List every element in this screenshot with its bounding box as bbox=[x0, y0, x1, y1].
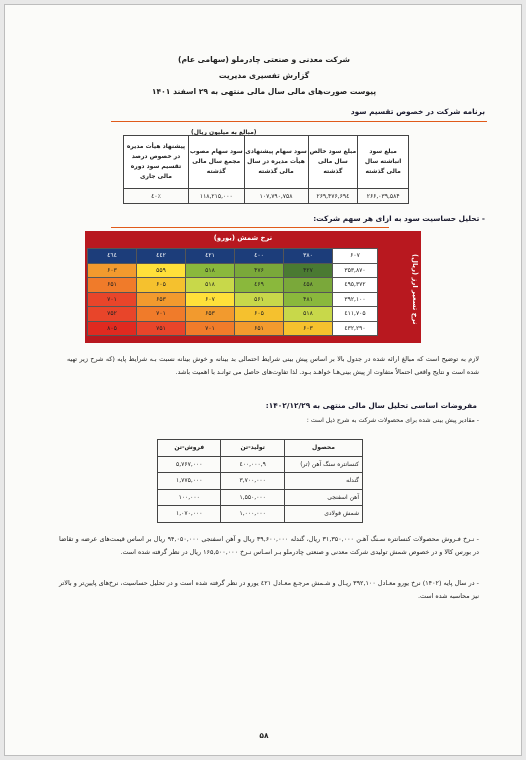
sensitivity-row bbox=[88, 321, 378, 336]
dividend-value-4: ۱۱۸,۲۱۵,۰۰۰ bbox=[188, 189, 244, 204]
sales-value: ۵,۷۶۷,۰۰۰ bbox=[158, 456, 221, 473]
sensitivity-cell: ٤۵۸ bbox=[284, 278, 333, 293]
dividend-header-4: سود سهام مصوب مجمع سال مالی گذشته bbox=[188, 136, 244, 189]
assumptions-subtitle: - مقادیر پیش بینی شده برای محصولات شرکت به شرح ذیل است : bbox=[306, 417, 479, 424]
dividend-header-5: پیشنهاد هیأت مدیره در خصوص درصد تقسیم سود دوره مالی جاری bbox=[124, 136, 189, 189]
product-name: گندله bbox=[284, 473, 362, 490]
sensitivity-cell: ۴۲۷ bbox=[284, 263, 333, 278]
sensitivity-cell: ۶۰۳ bbox=[88, 263, 137, 278]
production-value: ۱,۵۵۰,۰۰۰ bbox=[221, 489, 284, 506]
sens-corner: ۶۰۷ bbox=[333, 249, 378, 264]
table-row bbox=[158, 456, 363, 473]
sensitivity-cell: ۴۸۱ bbox=[284, 292, 333, 307]
sensitivity-cell: ۶۵۱ bbox=[88, 278, 137, 293]
sensitivity-cell: ۶۰۵ bbox=[137, 278, 186, 293]
sensitivity-row bbox=[88, 307, 378, 322]
sensitivity-cell: ۷۰۱ bbox=[137, 307, 186, 322]
table-row bbox=[158, 506, 363, 523]
sensitivity-cell: ۸۰۵ bbox=[88, 321, 137, 336]
table-row bbox=[158, 473, 363, 490]
sensitivity-row bbox=[88, 263, 378, 278]
sensitivity-cell: ۷۰۱ bbox=[88, 292, 137, 307]
euro-rate-header: ٤٦٤ bbox=[88, 249, 137, 264]
report-title: گزارش تفسیری مدیریت bbox=[218, 71, 310, 80]
sensitivity-cell: ۵۱۸ bbox=[284, 307, 333, 322]
col-sales: فروش-تن bbox=[158, 440, 221, 457]
sensitivity-cell: ۶۰۷ bbox=[186, 292, 235, 307]
report-period: پیوست صورت‌های مالی سال مالی منتهی به ۲۹ اسفند ۱۴۰۱ bbox=[151, 87, 377, 96]
page-number: ۵۸ bbox=[259, 731, 269, 740]
dividend-unit: (مبالغ به میلیون ریال) bbox=[191, 129, 257, 136]
sales-value: ۱,۷۷۵,۰۰۰ bbox=[158, 473, 221, 490]
sensitivity-cell: ۶۵۳ bbox=[186, 307, 235, 322]
product-name: کنسانتره سنگ آهن (تر) bbox=[284, 456, 362, 473]
sensitivity-cell: ۵۶۱ bbox=[235, 292, 284, 307]
production-table bbox=[157, 439, 363, 523]
section-rule bbox=[111, 227, 389, 228]
sensitivity-cell: ۵۱۸ bbox=[186, 278, 235, 293]
dividend-table bbox=[123, 135, 409, 204]
assumptions-title: مفروضات اساسی تحلیل سال مالی منتهی به ۱۴۰۲/۱۲/۲۹: bbox=[265, 401, 477, 410]
dividend-header-2: مبلغ سود خالص سال مالی گذشته bbox=[308, 136, 358, 189]
base-year-paragraph: - در سال پایه (۱۴۰۲) نرخ یورو معـادل ۳۹۲,۱۰۰ ریـال و شـمش مرجـع معـادل ٤۲۱ یورو در نظر گرفته شده است و در تحلیل حساسیت، نرخ‌های پایین‌تر و بالاتر نیز محاسبه شده است. bbox=[59, 579, 479, 600]
sensitivity-table bbox=[87, 248, 378, 336]
explanation-paragraph: لازم به توضیح است که مبالغ ارائه شده در جدول بالا بر اساس پیش بینی شرایط احتمالی بد بینانه و خوش بینانه نسبت بـه شرایط پایه (که شرح زیر تهیه شده است و نتایج واقعی احتمالاً متفاوت از پیش بینی‌هـا خواهـد بـود. لذا تفاوت‌های حاصل می توانـد با اهمیت باشد. bbox=[67, 355, 479, 376]
fx-rate-header: ۳۹۲,۱۰۰ bbox=[333, 292, 378, 307]
fx-rate-header: ٤۱۱,۷۰۵ bbox=[333, 307, 378, 322]
fx-rate-title: نرخ تسعیر ارز (ریال) bbox=[411, 253, 419, 325]
sales-value: ۱۰۰,۰۰۰ bbox=[158, 489, 221, 506]
sensitivity-section-title: - تحلیل حساسیت سود به ازای هر سهم شرکت: bbox=[313, 214, 485, 223]
dividend-header-1: مبلغ سود انباشته سال مالی گذشته bbox=[358, 136, 409, 189]
sensitivity-cell: ۴۷۶ bbox=[235, 263, 284, 278]
product-name: آهن اسفنجی bbox=[284, 489, 362, 506]
sensitivity-row bbox=[88, 292, 378, 307]
col-product: محصول bbox=[284, 440, 362, 457]
dividend-value-3: ۱۰۷,۷۹۰,۷۵۸ bbox=[244, 189, 308, 204]
euro-rate-header: ٤٤۲ bbox=[137, 249, 186, 264]
fx-rate-header: ۳۷۲,٤۹٥ bbox=[333, 278, 378, 293]
sensitivity-cell: ۷۵۲ bbox=[88, 307, 137, 322]
section-rule bbox=[111, 121, 487, 122]
euro-rate-header: ۳۸۰ bbox=[284, 249, 333, 264]
production-value: ۳,۷۰۰,۰۰۰ bbox=[221, 473, 284, 490]
dividend-section-title: برنامه شرکت در خصوص تقسیم سود bbox=[350, 107, 485, 116]
production-value: ۱,۰۰۰,۰۰۰ bbox=[221, 506, 284, 523]
sensitivity-cell: ۵۵۹ bbox=[137, 263, 186, 278]
euro-rate-header: ٤۰۰ bbox=[235, 249, 284, 264]
sensitivity-cell: ۶۰۵ bbox=[235, 307, 284, 322]
fx-rate-header: ۳۵۳,۸۷۰ bbox=[333, 263, 378, 278]
dividend-value-1: ۲۶۶,۰۳۹,۵۸۴ bbox=[358, 189, 409, 204]
sensitivity-row bbox=[88, 278, 378, 293]
fx-rate-header: ٤۳۲,۲۹۰ bbox=[333, 321, 378, 336]
company-name: شرکت معدنی و صنعتی چادرملو (سهامی عام) bbox=[177, 55, 351, 64]
sensitivity-cell: ۵۱۸ bbox=[186, 263, 235, 278]
sales-price-paragraph: - نـرخ فـروش محصولات کنسانتره سـنگ آهـن ۳۱,۳۵۰,۰۰۰ ریال، گندله ۳۹,۶۰۰,۰۰۰ ریال و آهن اسفنجی ۹۴,۰۵۰,۰۰۰ ریال بر اساس قیمت‌های عرضه و تقاضا در بورس کالا و در خصوص شمش تولیدی شرکت معدنی و صنعتی چادرملو بـر اسـاس نـرخ ۱۶۵,۵۰۰,۰۰۰ ریال در نظر گرفته شده است. bbox=[59, 535, 479, 556]
col-production: تولید-تن bbox=[221, 440, 284, 457]
sensitivity-cell: ۷۰۱ bbox=[186, 321, 235, 336]
sensitivity-cell: ۶۵۳ bbox=[137, 292, 186, 307]
sensitivity-cell: ۶۵۱ bbox=[235, 321, 284, 336]
sensitivity-cell: ٤۶۹ bbox=[235, 278, 284, 293]
product-name: شمش فولادی bbox=[284, 506, 362, 523]
dividend-value-5: ٤۰٪ bbox=[124, 189, 189, 204]
euro-rate-title: نرخ شمش (یورو) bbox=[213, 234, 273, 242]
table-row bbox=[158, 489, 363, 506]
dividend-header-3: سود سهام پیشنهادی هیأت مدیره در سال مالی گذشته bbox=[244, 136, 308, 189]
sensitivity-cell: ۷۵۱ bbox=[137, 321, 186, 336]
document-page bbox=[4, 4, 522, 756]
euro-rate-header: ٤۲۱ bbox=[186, 249, 235, 264]
production-value: ۹,٤۰۰,۰۰۰ bbox=[221, 456, 284, 473]
dividend-value-2: ۲۶۹,۴۷۶,۶۹٤ bbox=[308, 189, 358, 204]
sensitivity-cell: ۶۰۳ bbox=[284, 321, 333, 336]
sales-value: ۱,۰۷۰,۰۰۰ bbox=[158, 506, 221, 523]
